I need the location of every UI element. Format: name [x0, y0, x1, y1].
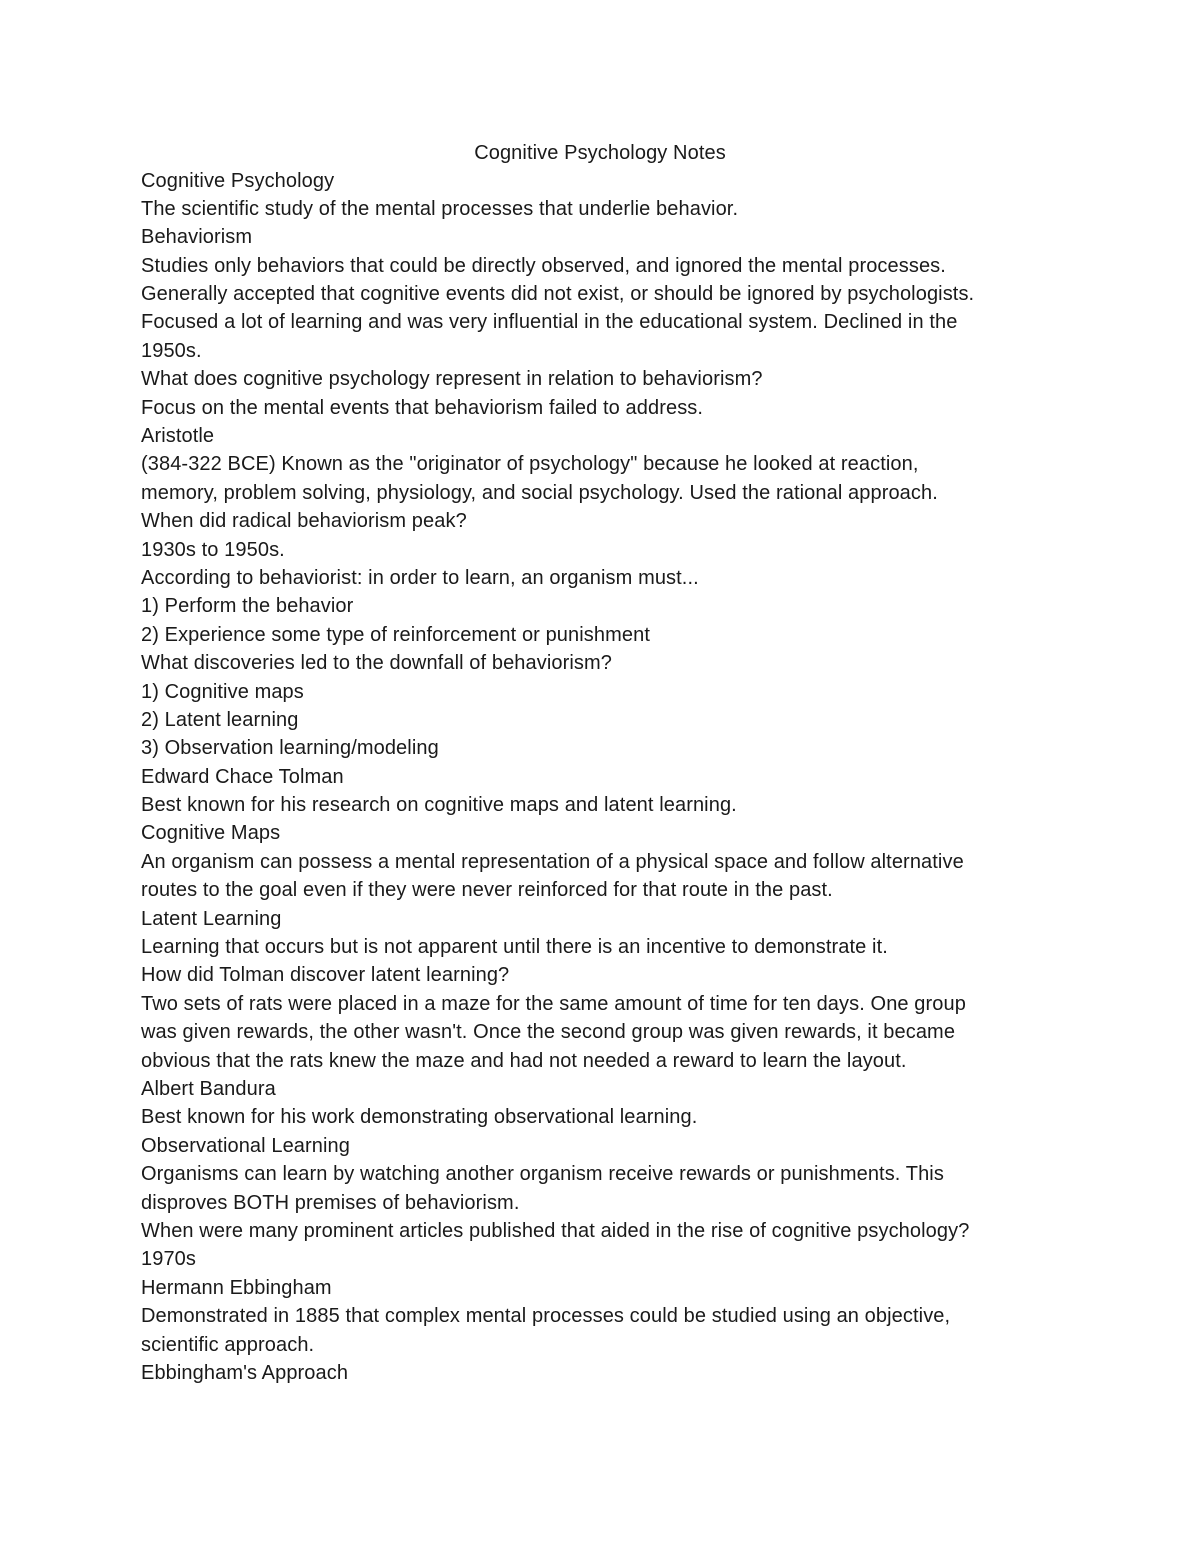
text-line: How did Tolman discover latent learning? — [141, 964, 510, 987]
text-line: obvious that the rats knew the maze and had not needed a reward to learn the layout. — [141, 1049, 907, 1072]
text-line: Observational Learning — [141, 1134, 350, 1157]
text-line: 1970s — [141, 1248, 196, 1271]
text-line: Generally accepted that cognitive events did not exist, or should be ignored by psychologists. — [141, 283, 975, 306]
text-line: Albert Bandura — [141, 1078, 276, 1100]
text-line: Latent Learning — [141, 907, 282, 930]
text-line: Studies only behaviors that could be directly observed, and ignored the mental processes. — [141, 254, 946, 277]
text-line: 1930s to 1950s. — [141, 538, 285, 561]
text-line: Organisms can learn by watching another organism receive rewards or punishments. This — [141, 1163, 944, 1186]
text-line: Focused a lot of learning and was very influential in the educational system. Declined in the — [141, 311, 958, 334]
document-title: Cognitive Psychology Notes — [474, 142, 726, 164]
text-line: Cognitive Maps — [141, 822, 281, 845]
text-line: Hermann Ebbingham — [141, 1276, 332, 1299]
text-line: Aristotle — [141, 425, 215, 448]
text-line: 1) Cognitive maps — [141, 680, 304, 703]
text-line: Best known for his work demonstrating observational learning. — [141, 1106, 698, 1129]
text-line: 3) Observation learning/modeling — [141, 737, 439, 760]
text-line: Learning that occurs but is not apparent until there is an incentive to demonstrate it. — [141, 936, 888, 959]
text-line: scientific approach. — [141, 1333, 315, 1356]
text-line: disproves BOTH premises of behaviorism. — [141, 1191, 520, 1214]
text-line: According to behaviorist: in order to learn, an organism must... — [141, 566, 699, 589]
text-line: 2) Latent learning — [141, 708, 299, 731]
text-line: When did radical behaviorism peak? — [141, 510, 467, 533]
text-line: Edward Chace Tolman — [141, 765, 344, 788]
text-line: When were many prominent articles published that aided in the rise of cognitive psychology? — [141, 1219, 970, 1242]
text-line: Two sets of rats were placed in a maze for the same amount of time for ten days. One group — [141, 992, 966, 1015]
text-line: Demonstrated in 1885 that complex mental processes could be studied using an objective, — [141, 1305, 951, 1328]
text-line: memory, problem solving, physiology, and social psychology. Used the rational approach. — [141, 481, 938, 504]
text-line: 1950s. — [141, 339, 202, 362]
document-body — [141, 167, 1041, 1388]
text-line: Behaviorism — [141, 226, 253, 249]
text-line: Focus on the mental events that behaviorism failed to address. — [141, 396, 704, 419]
text-line: An organism can possess a mental representation of a physical space and follow alternative — [141, 850, 964, 873]
text-line: (384-322 BCE) Known as the "originator of psychology" because he looked at reaction, — [141, 453, 919, 476]
text-line: 2) Experience some type of reinforcement or punishment — [141, 623, 650, 646]
text-line: What discoveries led to the downfall of behaviorism? — [141, 652, 612, 675]
text-line: routes to the goal even if they were never reinforced for that route in the past. — [141, 879, 833, 902]
text-line: Cognitive Psychology — [141, 169, 335, 192]
text-line: The scientific study of the mental processes that underlie behavior. — [141, 197, 739, 220]
text-line: Best known for his research on cognitive maps and latent learning. — [141, 794, 737, 817]
text-line: was given rewards, the other wasn't. Once the second group was given rewards, it became — [141, 1021, 956, 1044]
text-line: 1) Perform the behavior — [141, 595, 354, 618]
text-line: Ebbingham's Approach — [141, 1361, 349, 1384]
text-line: What does cognitive psychology represent in relation to behaviorism? — [141, 368, 763, 391]
